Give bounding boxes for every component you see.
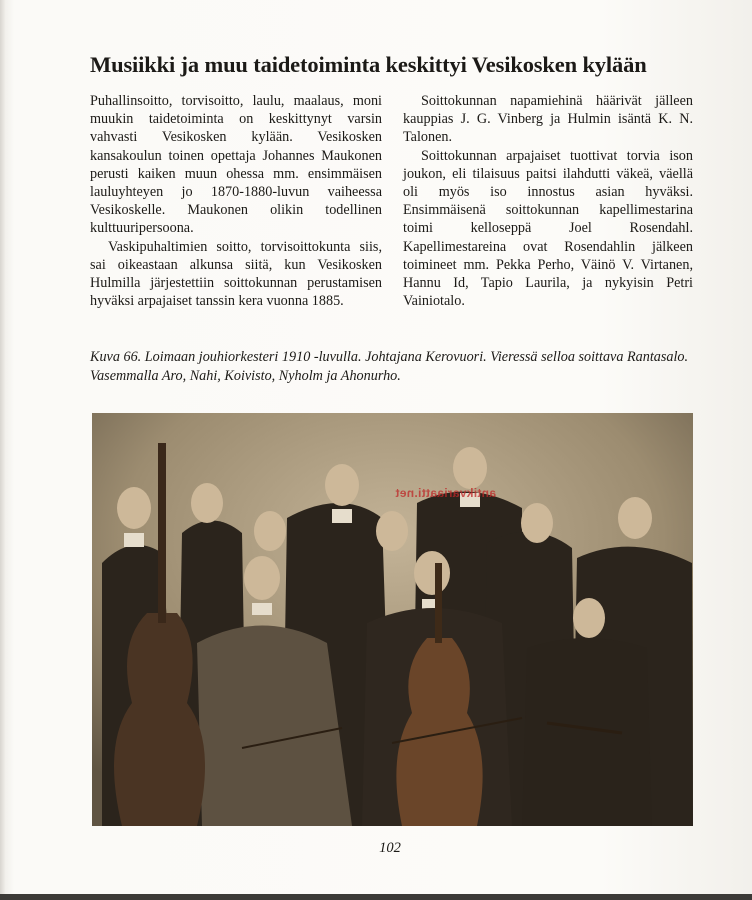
page-bottom-edge: [0, 894, 752, 900]
photo-illustration: [92, 413, 693, 826]
watermark-text: antikvariaatti.net: [395, 486, 496, 500]
right-text-column: [403, 92, 693, 310]
figure-caption: Kuva 66. Loimaan jouhiorkesteri 1910 -luvulla. Johtajana Kerovuori. Vieressä selloa soittava Rantasalo. Vasemmalla Aro, Nahi, Koivisto, Nyholm ja Ahonurho.: [90, 349, 689, 384]
page-spine-shadow: [0, 0, 6, 900]
paragraph: Soittokunnan napamiehinä häärivät jälleen kauppias J. G. Vinberg ja Hulmin isäntä K. N. Talonen.: [403, 93, 693, 146]
paragraph: Soittokunnan arpajaiset tuottivat torvia ison joukon, eli tilaisuus paitsi ilahdutti väkeä, väellä oli myös iso innostus asian hyväksi. Ensimmäisenä soittokunnan kapellimestarina toimi kelloseppä Joel Rosendahl. Kapellimestareina ovat Rosendahlin jälkeen toimineet mm. Pekka Perho, Väinö V. Virtanen, Hannu Id, Tapio Laurila, ja nykyisin Petri Vainiotalo.: [403, 147, 693, 310]
left-text-column: [90, 92, 382, 310]
page-number: 102: [379, 840, 401, 856]
paragraph: Puhallinsoitto, torvisoitto, laulu, maalaus, moni muukin taidetoiminta on keskittynyt varsin vahvasti Vesikosken kylään. Vesikosken kansakoulun toinen opettaja Johannes Maukonen perusti kaiken muun ohessa mm. ensimmäisen lauluyhteyen jo 1870-1880-luvun vaiheessa Vesikoskelle. Maukonen olikin todellinen kulttuuripersoona.: [90, 93, 382, 237]
orchestra-photo: [92, 413, 693, 826]
paragraph: Vaskipuhaltimien soitto, torvisoittokunta siis, sai oikeastaan alkunsa siitä, kun Vesikosken Hulmilla järjestettiin soittokunnan perustamisen hyväksi arpajaiset tanssin kera vuonna 1885.: [90, 238, 382, 310]
article-title: Musiikki ja muu taidetoiminta keskittyi Vesikosken kylään: [90, 52, 647, 77]
